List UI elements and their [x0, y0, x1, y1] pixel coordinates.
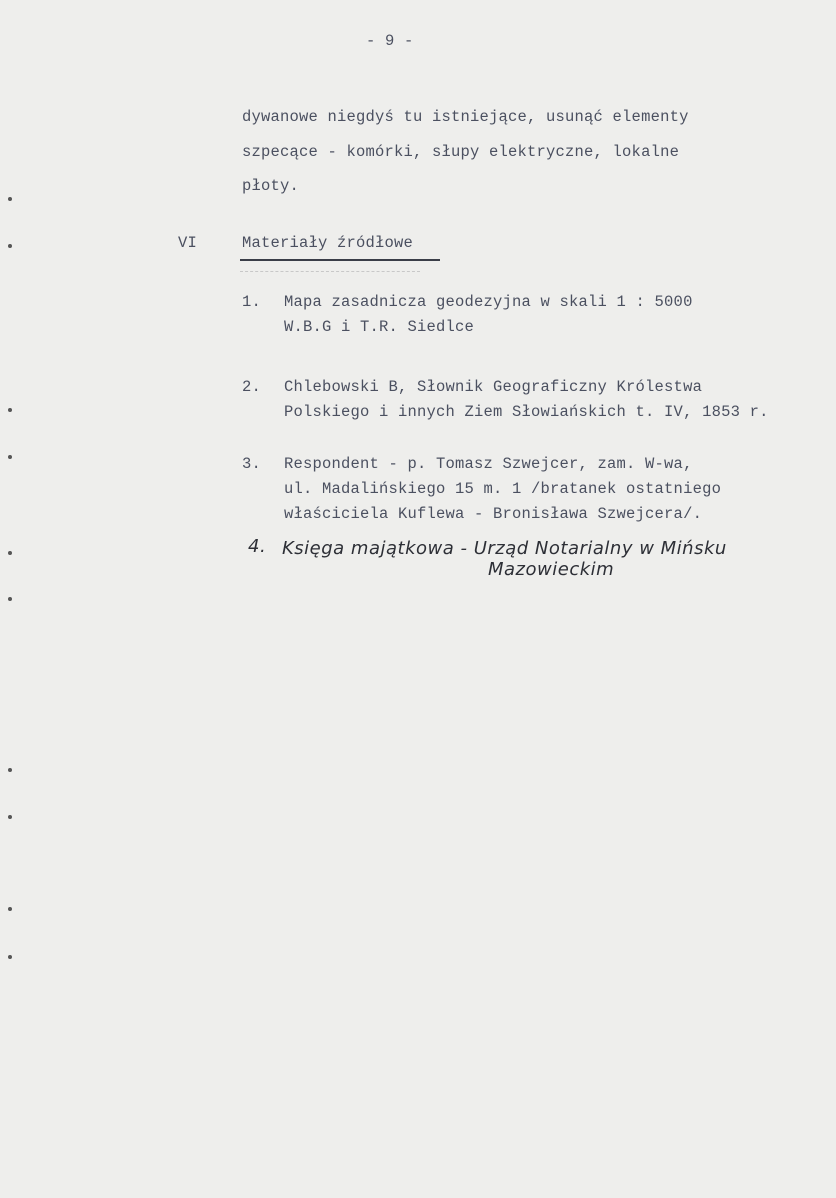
binding-hole-mark: [8, 907, 12, 911]
binding-hole-mark: [8, 408, 12, 412]
item-2-number: 2.: [242, 378, 262, 396]
section-title-underline: [240, 259, 440, 261]
section-title-underline-shadow: [240, 271, 420, 273]
binding-hole-mark: [8, 551, 12, 555]
item-3-number: 3.: [242, 455, 262, 473]
item-3-line-2: ul. Madalińskiego 15 m. 1 /bratanek ostatniego: [284, 480, 722, 498]
handwritten-item-line-2: Mazowieckim: [488, 559, 615, 580]
item-3-line-1: Respondent - p. Tomasz Szwejcer, zam. W-wa,: [284, 455, 693, 473]
item-2-line-2: Polskiego i innych Ziem Słowiańskich t. IV, 1853 r.: [284, 403, 769, 421]
item-2-line-1: Chlebowski B, Słownik Geograficzny Królestwa: [284, 378, 703, 396]
item-1-line-2: W.B.G i T.R. Siedlce: [284, 318, 475, 336]
binding-hole-mark: [8, 815, 12, 819]
binding-hole-mark: [8, 244, 12, 248]
page-number: - 9 -: [366, 32, 414, 50]
item-1-line-1: Mapa zasadnicza geodezyjna w skali 1 : 5000: [284, 293, 693, 311]
binding-hole-mark: [8, 455, 12, 459]
handwritten-item-number: 4.: [248, 536, 267, 557]
intro-line-2: szpecące - komórki, słupy elektryczne, lokalne: [242, 143, 680, 161]
binding-hole-mark: [8, 197, 12, 201]
section-number: VI: [178, 234, 198, 252]
binding-hole-mark: [8, 768, 12, 772]
handwritten-item-line-1: Księga majątkowa - Urząd Notarialny w Mińsku: [282, 538, 727, 559]
section-title: Materiały źródłowe: [242, 234, 414, 252]
intro-line-1: dywanowe niegdyś tu istniejące, usunąć elementy: [242, 108, 689, 126]
binding-hole-mark: [8, 955, 12, 959]
item-1-number: 1.: [242, 293, 262, 311]
binding-hole-mark: [8, 597, 12, 601]
intro-line-3: płoty.: [242, 177, 300, 195]
item-3-line-3: właściciela Kuflewa - Bronisława Szwejcera/.: [284, 505, 703, 523]
